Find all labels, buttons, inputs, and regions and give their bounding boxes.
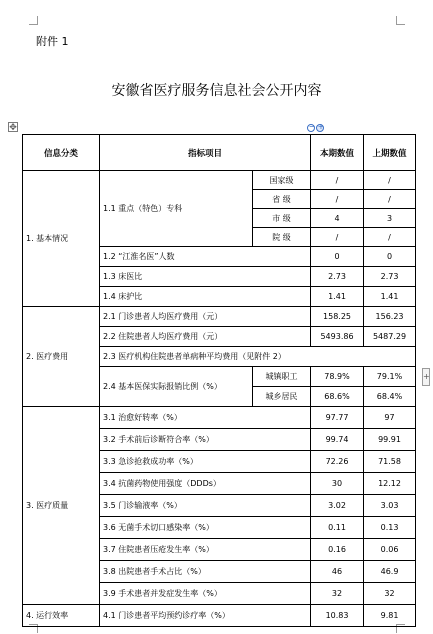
table-row [23, 407, 416, 429]
indicator-cell: 3.3 急诊抢救成功率（%） [100, 451, 311, 473]
indicator-cell: 4.1 门诊患者平均预约诊疗率（%） [100, 605, 311, 627]
previous-value-cell: 99.91 [364, 429, 416, 451]
document-title: 安徽省医疗服务信息社会公开内容 [111, 83, 322, 99]
sub-item-cell: 省 级 [253, 190, 311, 209]
previous-value-cell: 46.9 [364, 561, 416, 583]
table-row [23, 171, 416, 190]
current-value-cell: 3.02 [311, 495, 364, 517]
indicator-cell: 1.2 “江淮名医”人数 [100, 247, 311, 267]
indicator-cell: 3.4 抗菌药物使用强度（DDDs） [100, 473, 311, 495]
current-value-cell: 72.26 [311, 451, 364, 473]
table-move-handle-icon[interactable]: ✥ [9, 123, 17, 133]
previous-value-cell: 3.03 [364, 495, 416, 517]
indicator-cell: 1.3 床医比 [100, 267, 311, 287]
previous-value-cell: 97 [364, 407, 416, 429]
previous-value-cell: 0.13 [364, 517, 416, 539]
current-value-cell: / [311, 190, 364, 209]
sub-item-cell: 城乡居民 [253, 387, 311, 407]
current-value-cell: 1.41 [311, 287, 364, 307]
current-value-cell: / [311, 171, 364, 190]
current-value-cell: 46 [311, 561, 364, 583]
current-value-cell: 97.77 [311, 407, 364, 429]
add-row-icon[interactable]: + [422, 368, 430, 386]
indicator-cell: 3.7 住院患者压疮发生率（%） [100, 539, 311, 561]
previous-value-cell: 12.12 [364, 473, 416, 495]
current-value-cell: 158.25 [311, 307, 364, 327]
previous-value-cell: 79.1% [364, 367, 416, 387]
current-value-cell: 99.74 [311, 429, 364, 451]
current-value-cell: 4 [311, 209, 364, 228]
sub-item-cell: 国家级 [253, 171, 311, 190]
previous-value-cell: 68.4% [364, 387, 416, 407]
previous-value-cell: / [364, 228, 416, 247]
previous-value-cell: 156.23 [364, 307, 416, 327]
header-indicator: 指标项目 [100, 135, 311, 171]
indicator-cell: 2.2 住院患者人均医疗费用（元） [100, 327, 311, 347]
indicator-cell: 3.6 无菌手术切口感染率（%） [100, 517, 311, 539]
previous-value-cell: 32 [364, 583, 416, 605]
previous-value-cell: / [364, 171, 416, 190]
indicator-cell: 2.1 门诊患者人均医疗费用（元） [100, 307, 311, 327]
crop-mark-top-right [396, 16, 405, 25]
indicator-cell: 2.4 基本医保实际报销比例（%） [100, 367, 253, 407]
current-value-cell: 2.73 [311, 267, 364, 287]
current-value-cell: 78.9% [311, 367, 364, 387]
category-cell: 2. 医疗费用 [23, 307, 100, 407]
previous-value-cell: 0.06 [364, 539, 416, 561]
indicator-cell: 3.2 手术前后诊断符合率（%） [100, 429, 311, 451]
previous-value-cell: 71.58 [364, 451, 416, 473]
previous-value-cell: 5487.29 [364, 327, 416, 347]
indicator-cell: 3.8 出院患者手术占比（%） [100, 561, 311, 583]
info-table [22, 134, 416, 627]
table-row [23, 605, 416, 627]
current-value-cell: 0.11 [311, 517, 364, 539]
category-cell: 4. 运行效率 [23, 605, 100, 627]
current-value-cell: 68.6% [311, 387, 364, 407]
sub-item-cell: 城镇职工 [253, 367, 311, 387]
current-value-cell: 5493.86 [311, 327, 364, 347]
attachment-label: 附件 1 [36, 35, 69, 48]
table-header-row [23, 135, 416, 171]
previous-value-cell: 0 [364, 247, 416, 267]
add-column-icon[interactable]: + [317, 122, 325, 131]
category-cell: 3. 医疗质量 [23, 407, 100, 605]
previous-value-cell: 3 [364, 209, 416, 228]
current-value-cell: / [311, 228, 364, 247]
sub-item-cell: 院 级 [253, 228, 311, 247]
category-cell: 1. 基本情况 [23, 171, 100, 307]
current-value-cell: 0 [311, 247, 364, 267]
previous-value-cell: 2.73 [364, 267, 416, 287]
indicator-cell: 1.4 床护比 [100, 287, 311, 307]
indicator-cell: 2.3 医疗机构住院患者单病种平均费用（见附件 2） [100, 347, 416, 367]
header-current: 本期数值 [311, 135, 364, 171]
indicator-cell: 3.9 手术患者并发症发生率（%） [100, 583, 311, 605]
previous-value-cell: 9.81 [364, 605, 416, 627]
indicator-cell: 1.1 重点（特色）专科 [100, 171, 253, 247]
header-previous: 上期数值 [364, 135, 416, 171]
current-value-cell: 30 [311, 473, 364, 495]
crop-mark-top-left [29, 16, 38, 25]
header-category: 信息分类 [23, 135, 100, 171]
current-value-cell: 10.83 [311, 605, 364, 627]
current-value-cell: 32 [311, 583, 364, 605]
previous-value-cell: 1.41 [364, 287, 416, 307]
delete-column-icon[interactable]: − [308, 122, 316, 131]
indicator-cell: 3.1 治愈好转率（%） [100, 407, 311, 429]
current-value-cell: 0.16 [311, 539, 364, 561]
sub-item-cell: 市 级 [253, 209, 311, 228]
previous-value-cell: / [364, 190, 416, 209]
table-row [23, 307, 416, 327]
indicator-cell: 3.5 门诊输液率（%） [100, 495, 311, 517]
